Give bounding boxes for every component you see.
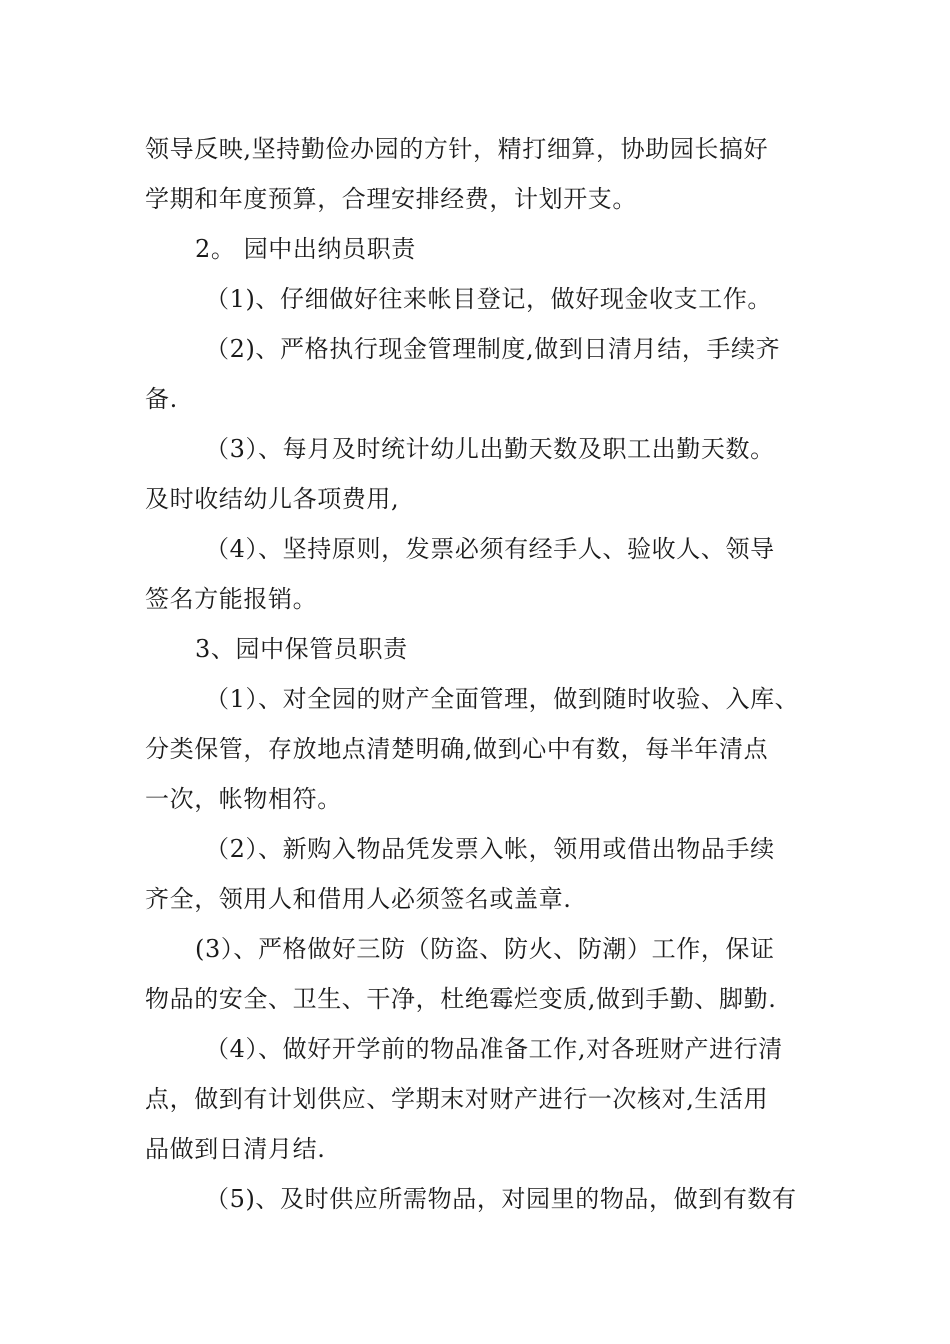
section-heading: 3、园中保管员职责 (195, 635, 408, 663)
paragraph-line: 领导反映,坚持勤俭办园的方针，精打细算，协助园长搞好 (145, 135, 769, 163)
paragraph-line: (3）、严格做好三防（防盗、防火、防潮）工作，保证 (195, 935, 775, 963)
paragraph-line: （4）、做好开学前的物品准备工作,对各班财产进行清 (205, 1035, 783, 1063)
paragraph-line: 签名方能报销。 (145, 585, 318, 613)
paragraph-line: （2)、严格执行现金管理制度,做到日清月结，手续齐 (205, 335, 781, 363)
section-heading: 2。 园中出纳员职责 (195, 235, 416, 263)
paragraph-line: （1）、对全园的财产全面管理，做到随时收验、入库、 (205, 685, 800, 713)
paragraph-line: 学期和年度预算，合理安排经费，计划开支。 (145, 185, 637, 213)
paragraph-line: 齐全，领用人和借用人必须签名或盖章. (145, 885, 572, 913)
paragraph-line: （3）、每月及时统计幼儿出勤天数及职工出勤天数。 (205, 435, 775, 463)
paragraph-line: 备. (145, 385, 178, 413)
paragraph-line: 品做到日清月结. (145, 1135, 326, 1163)
paragraph-line: （4）、坚持原则，发票必须有经手人、验收人、领导 (205, 535, 775, 563)
paragraph-line: （2）、新购入物品凭发票入帐，领用或借出物品手续 (205, 835, 775, 863)
paragraph-line: （1)、仔细做好往来帐目登记，做好现金收支工作。 (205, 285, 773, 313)
paragraph-line: 及时收结幼儿各项费用, (145, 485, 400, 513)
paragraph-line: 点，做到有计划供应、学期末对财产进行一次核对,生活用 (145, 1085, 769, 1113)
paragraph-line: 分类保管，存放地点清楚明确,做到心中有数，每半年清点 (145, 735, 769, 763)
paragraph-line: 物品的安全、卫生、干净，杜绝霉烂变质,做到手勤、脚勤. (145, 985, 777, 1013)
paragraph-line: （5)、及时供应所需物品，对园里的物品，做到有数有 (205, 1185, 797, 1213)
paragraph-line: 一次，帐物相符。 (145, 785, 342, 813)
